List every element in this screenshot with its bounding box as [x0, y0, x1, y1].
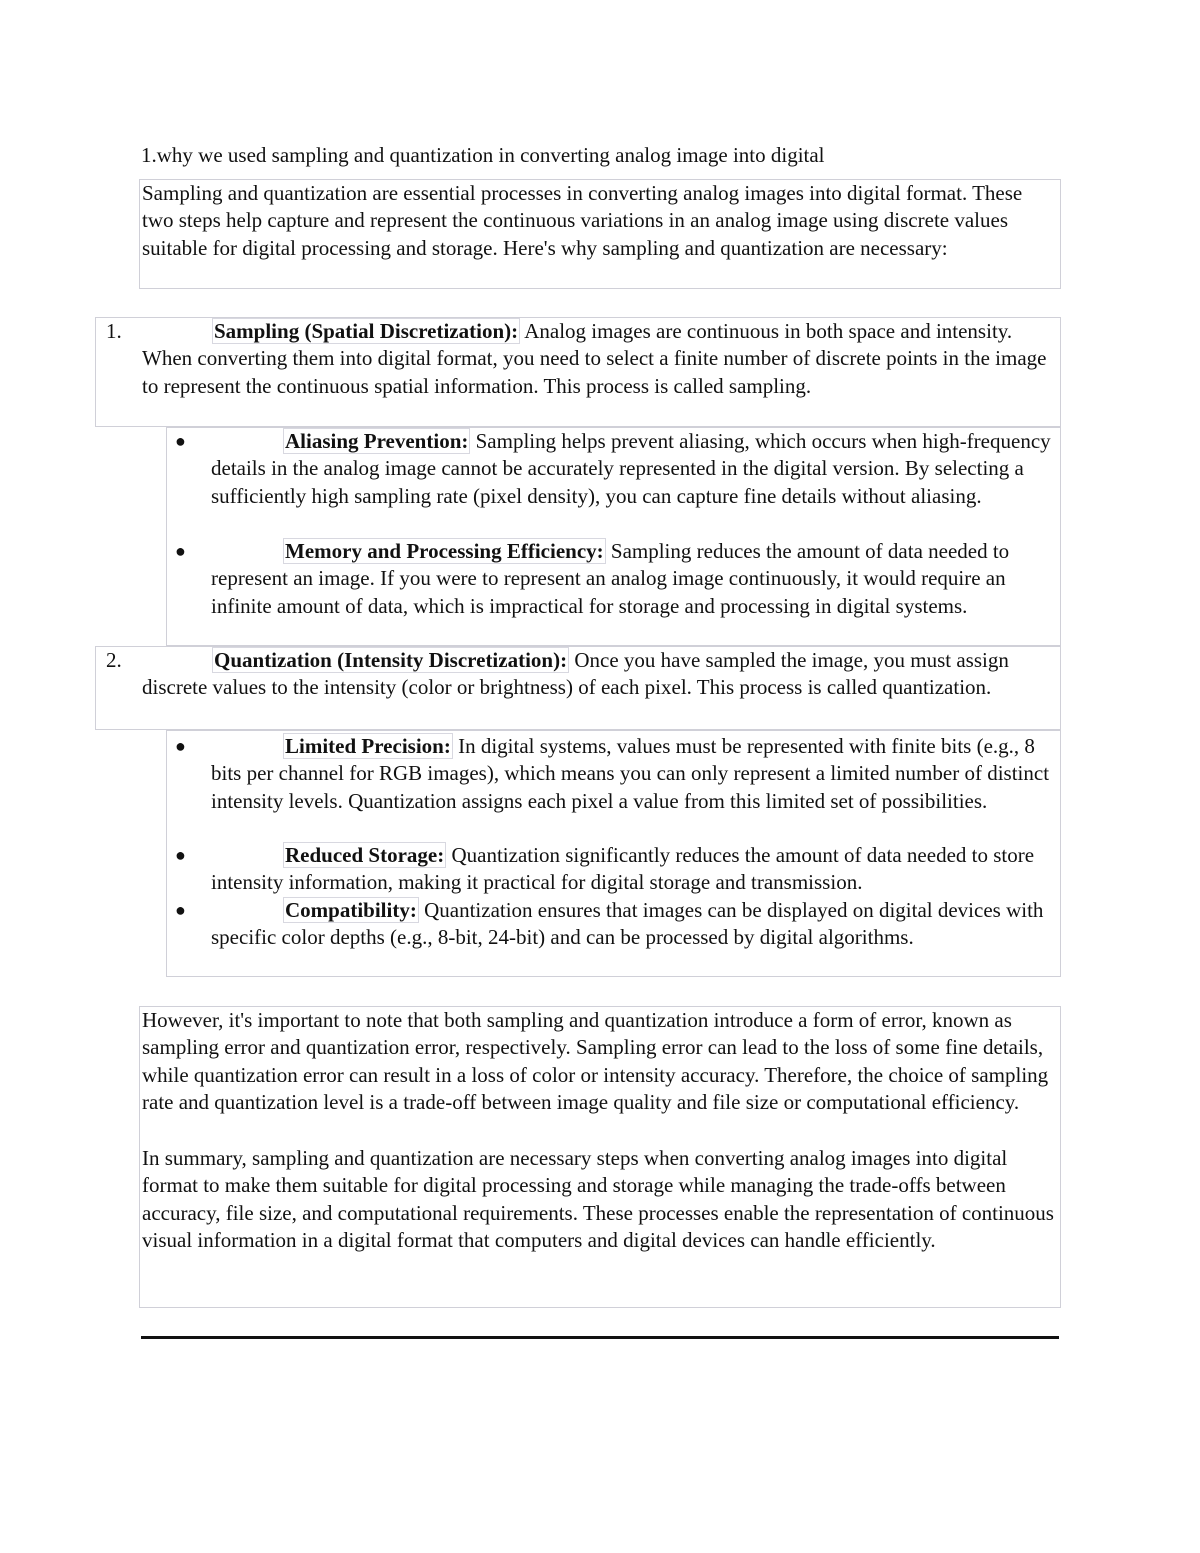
item-body: Analog images are continuous in both space and intensity. When converting them into digital format, you need to select a finite number of discrete points in the image to represent the continuous spatial information. This process is called sampling. — [142, 319, 1047, 398]
item-title: Quantization (Intensity Discretization): — [214, 648, 568, 672]
numbered-item-quantization — [95, 646, 1061, 730]
bullet-text — [211, 538, 1060, 620]
item-title: Sampling (Spatial Discretization): — [214, 319, 519, 343]
bullet-body: Sampling reduces the amount of data needed to represent an image. If you were to represent an analog image continuously, it would require an infinite amount of data, which is impractical for storage and processing in digital systems. — [211, 539, 1010, 618]
bullet-icon: ● — [175, 431, 186, 451]
bullet-text — [211, 897, 1060, 952]
paragraph-gap — [142, 1116, 1058, 1145]
bullet-title: Aliasing Prevention: — [285, 429, 469, 453]
bullet-body: Quantization significantly reduces the amount of data needed to store intensity information, making it practical for digital storage and transmission. — [211, 843, 1035, 895]
bullet-title: Memory and Processing Efficiency: — [285, 539, 604, 563]
bullet-body: Sampling helps prevent aliasing, which occurs when high-frequency details in the analog image cannot be accurately represented in the digital version. By selecting a sufficiently high sampling rate (pixel density), you can capture fine details without aliasing. — [211, 429, 1051, 508]
bullet-list-sampling — [166, 427, 1061, 646]
question-heading: 1.why we used sampling and quantization in converting analog image into digital — [141, 143, 825, 167]
list-number: 2. — [106, 648, 122, 672]
conclusion-block — [139, 1006, 1061, 1308]
bullet-list-quantization — [166, 730, 1061, 977]
bullet-text — [211, 428, 1060, 510]
bullet-title: Compatibility: — [285, 898, 417, 922]
conclusion-paragraph: However, it's important to note that both sampling and quantization introduce a form of error, known as sampling error and quantization error, respectively. Sampling error can lead to the loss of some fine details, while quantization error can result in a loss of color or intensity accuracy. Therefore, the choice of sampling rate and quantization level is a trade-off between image quality and file size or computational efficiency. — [142, 1008, 1049, 1114]
bullet-icon: ● — [175, 736, 186, 756]
bullet-body: Quantization ensures that images can be displayed on digital devices with specific color depths (e.g., 8-bit, 24-bit) and can be processed by digital algorithms. — [211, 898, 1044, 950]
bullet-title: Reduced Storage: — [285, 843, 445, 867]
bullet-title: Limited Precision: — [285, 734, 451, 758]
numbered-item-sampling — [95, 317, 1061, 427]
item-body: Once you have sampled the image, you must assign discrete values to the intensity (color or brightness) of each pixel. This process is called quantization. — [142, 648, 1009, 700]
bullet-icon: ● — [175, 845, 186, 865]
intro-paragraph: Sampling and quantization are essential processes in converting analog images into digital format. These two steps help capture and represent the continuous variations in an analog image using discrete values suitable for digital processing and storage. Here's why sampling and quantization are necessary: — [139, 179, 1061, 289]
summary-paragraph: In summary, sampling and quantization are necessary steps when converting analog images into digital format to make them suitable for digital processing and storage while managing the trade-offs between accuracy, file size, and computational requirements. These processes enable the representation of continuous visual information in a digital format that computers and digital devices can handle efficiently. — [142, 1146, 1054, 1253]
horizontal-rule — [141, 1336, 1059, 1339]
numbered-item-text — [142, 647, 1060, 702]
list-number: 1. — [106, 319, 122, 343]
bullet-body: In digital systems, values must be represented with finite bits (e.g., 8 bits per channel for RGB images), which means you can only represent a limited number of distinct intensity levels. Quantization assigns each pixel a value from this limited set of possibilities. — [211, 734, 1050, 813]
bullet-text — [211, 733, 1060, 815]
bullet-icon: ● — [175, 541, 186, 561]
bullet-text — [211, 842, 1060, 897]
numbered-item-text — [142, 318, 1060, 400]
bullet-icon: ● — [175, 900, 186, 920]
